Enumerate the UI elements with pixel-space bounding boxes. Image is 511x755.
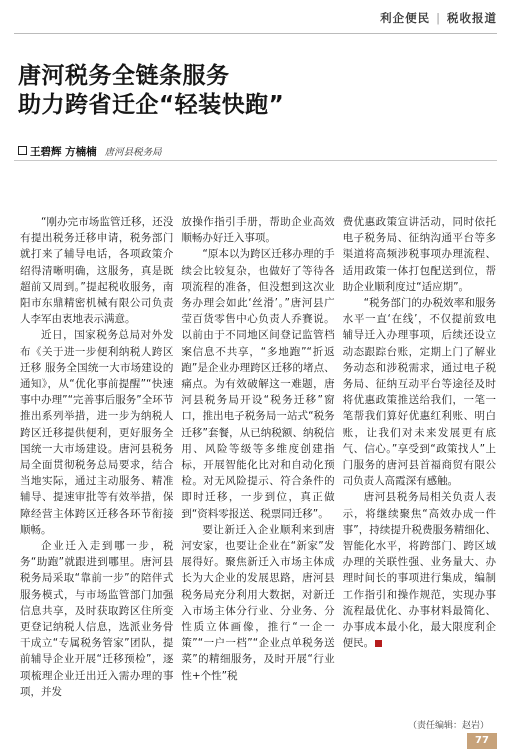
paragraph: 近日，国家税务总局对外发布《关于进一步便利纳税人跨区迁移 服务全国统一大市场建设的通知》，从“优化事前提醒”“快速事中办理”“完善事后服务”全环节推出系列举措，进一步为纳税人跨区迁移提供便利，更好服务全国统一大市场建设。唐河县税务局全面贯彻税务总局要求，结合当地实际，通过主动服务、精准辅导、提速审批等有效举措，保障经营主体跨区迁移各环节衔接顺畅。	[20, 329, 174, 536]
square-bullet-icon	[18, 146, 27, 155]
section-labels	[380, 10, 497, 26]
editor-credit: （责任编辑：赵岩）	[407, 721, 489, 731]
byline-divider	[14, 160, 497, 161]
paragraph-final	[343, 489, 496, 651]
header-divider	[14, 33, 497, 34]
paragraph: 费优惠政策宣讲活动，同时依托电子税务局、征纳沟通平台等多渠道将高频涉税事项办理流程、适用政策一体打包配送到位，帮助企业顺利度过“适应期”。	[342, 216, 496, 293]
paragraph: “税务部门的办税效率和服务水平一直‘在线’，不仅提前致电辅导迁入办理事项，后续还设立动态跟踪台账，定期上门了解业务动态和涉税需求，通过电子税务局、征纳互动平台等途径及时将优惠政策推送给我们，一笔一笔帮我们算好优惠红利账、明白账，让我们对未来发展更有底气、信心。”享受到“政策找人”上门服务的唐河县首福商贸有限公司负责人高霞深有感触。	[342, 297, 496, 488]
byline	[18, 144, 488, 159]
paragraph: 要让新迁入企业顺利来到唐河安家，也要让企业在“新家”发展得好。聚焦新迁入市场主体成长为大企业的发展思路，唐河县税务局充分利用大数据，对新迁入市场主体分行业、分业务、分性质立体画像，推行“一企一策”“一户一档”“企业点单税务送菜”的精细服务，及时开展“行业性+个性”税	[181, 523, 335, 682]
final-paragraph-text: 唐河县税务局相关负责人表示，将继续聚焦“高效办成一件事”，持续提升税费服务精细化、智能化水平，将跨部门、跨区域办理的关联性强、业务量大、办理时间长的事项进行集成，编制工作指引和操作规范，实现办事流程最优化、办事材料最简化、办事成本最小化，最大限度利企便民。	[342, 491, 496, 650]
paragraph: “刚办完市场监管迁移，还没有提出税务迁移申请，税务部门就打来了辅导电话，各项政策介绍得清晰明确，这服务，真是既超前又周到。”提起税收服务，南阳市东鼎精密机械有限公司负责人李军由衷地表示满意。	[20, 216, 174, 326]
section-divider: |	[436, 11, 441, 25]
authors: 王碧辉 方楠楠	[30, 146, 97, 158]
article-title	[18, 62, 488, 120]
paragraph: 放操作指引手册，帮助企业高效顺畅办好迁入事项。	[181, 216, 335, 245]
column-1	[20, 214, 173, 714]
article-body	[20, 214, 496, 714]
end-of-article-icon	[375, 640, 382, 647]
title-line-1: 唐河税务全链条服务	[18, 63, 230, 89]
paragraph: 企业迁入走到哪一步，税务“助跑”就跟进到哪里。唐河县税务局采取“靠前一步”的陪伴式服务模式，与市场监管部门加强信息共享，及时获取跨区住所变更登记纳税人信息，选派业务骨干成立“专属税务管家”团队，提前辅导企业开展“迁移预检”，逐项梳理企业迁出迁入需办理的事项，并发	[20, 540, 174, 698]
column-2	[181, 214, 334, 714]
author-organization: 唐河县税务局	[104, 147, 162, 158]
page-header	[0, 0, 511, 40]
column-3	[343, 214, 496, 714]
title-line-2: 助力跨省迁企“轻装快跑”	[18, 92, 285, 118]
section-label-1: 利企便民	[380, 11, 431, 25]
paragraph: “原本以为跨区迁移办理的手续会比较复杂，也做好了等待各项流程的准备，但没想到这次业务办理会如此‘丝滑’。”唐河县广莹百货零售中心负责人乔賽说。以前由于不同地区间登记监管档案信息不共享，“多地跑”“折返跑”是企业办理跨区迁移的堵点、痛点。为有效破解这一难题，唐河县税务局开设“税务迁移”窗口，推出电子税务局一站式“税务迁移”套餐，从已纳税额、纳税信用、风险等级等多维度创建指标，开展智能化比对和自动化预检。对无风险提示、符合条件的即时迁移，一步到位，真正做到“资料零报送、税票同迁移”。	[181, 248, 335, 520]
page-number: 77	[467, 733, 497, 749]
section-label-2: 税收报道	[447, 11, 497, 25]
